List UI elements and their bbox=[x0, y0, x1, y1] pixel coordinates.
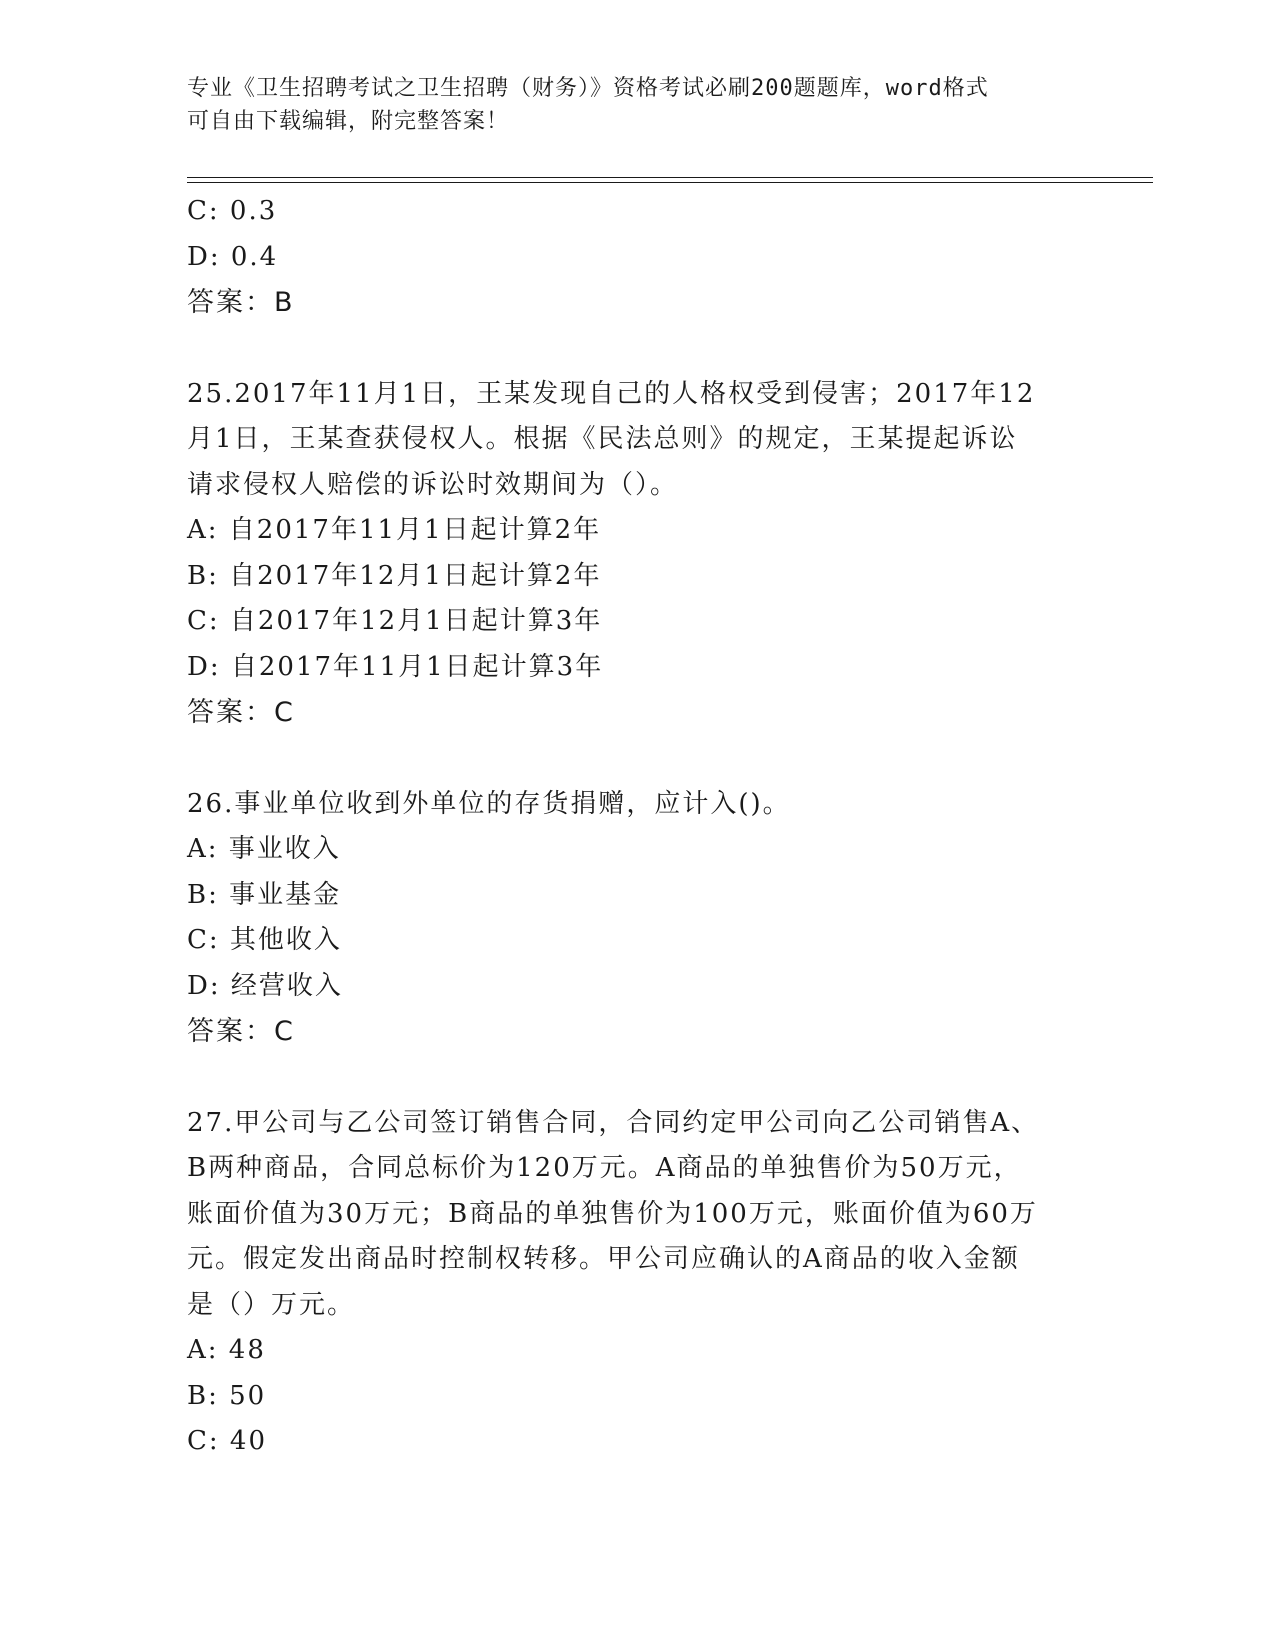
answer-option: B: 自2017年12月1日起计算2年 bbox=[187, 560, 602, 591]
answer-option: D: 自2017年11月1日起计算3年 bbox=[187, 651, 604, 682]
answer-option: A: 48 bbox=[187, 1335, 266, 1365]
question-text-line: 请求侵权人赔偿的诉讼时效期间为（）。 bbox=[187, 469, 679, 500]
block-spacer bbox=[187, 1055, 1087, 1101]
answer-key: 答案：C bbox=[187, 697, 295, 728]
answer-option: B: 事业基金 bbox=[187, 879, 342, 910]
block-spacer bbox=[187, 736, 1087, 782]
answer-option: A: 自2017年11月1日起计算2年 bbox=[187, 515, 602, 545]
answer-option: C: 0.3 bbox=[187, 196, 278, 226]
question-block bbox=[187, 1101, 1087, 1465]
answer-key: 答案：B bbox=[187, 287, 295, 318]
question-list bbox=[187, 189, 1087, 1465]
block-spacer bbox=[187, 326, 1087, 372]
answer-option: D: 经营收入 bbox=[187, 970, 343, 1001]
header-divider-top bbox=[187, 177, 1153, 178]
document-header bbox=[187, 72, 1067, 138]
question-block bbox=[187, 189, 1087, 326]
question-block bbox=[187, 782, 1087, 1055]
question-text-line: 26.事业单位收到外单位的存货捐赠，应计入()。 bbox=[187, 788, 791, 819]
question-block bbox=[187, 372, 1087, 736]
question-text-line: 账面价值为30万元；B商品的单独售价为100万元，账面价值为60万 bbox=[187, 1198, 1038, 1229]
answer-key: 答案：C bbox=[187, 1016, 295, 1047]
question-text-line: 月1日，王某查获侵权人。根据《民法总则》的规定，王某提起诉讼 bbox=[187, 424, 1018, 454]
question-text-line: 是（）万元。 bbox=[187, 1289, 356, 1320]
question-text-line: 25.2017年11月1日，王某发现自己的人格权受到侵害；2017年12 bbox=[187, 378, 1036, 409]
answer-option: B: 50 bbox=[187, 1380, 267, 1411]
question-text-line: B两种商品，合同总标价为120万元。A商品的单独售价为50万元， bbox=[187, 1153, 1022, 1183]
answer-option: A: 事业收入 bbox=[187, 834, 341, 864]
header-divider-bottom bbox=[187, 182, 1153, 183]
question-text-line: 27.甲公司与乙公司签订销售合同，合同约定甲公司向乙公司销售A、 bbox=[187, 1107, 1040, 1138]
answer-option: C: 其他收入 bbox=[187, 925, 342, 955]
header-line-2: 可自由下载编辑，附完整答案！ bbox=[187, 109, 510, 134]
answer-option: D: 0.4 bbox=[187, 241, 279, 272]
answer-option: C: 40 bbox=[187, 1426, 268, 1456]
header-line-1: 专业《卫生招聘考试之卫生招聘（财务）》资格考试必刷200题题库，word格式 bbox=[187, 76, 989, 101]
answer-option: C: 自2017年12月1日起计算3年 bbox=[187, 606, 603, 636]
question-text-line: 元。假定发出商品时控制权转移。甲公司应确认的A商品的收入金额 bbox=[187, 1244, 1020, 1274]
